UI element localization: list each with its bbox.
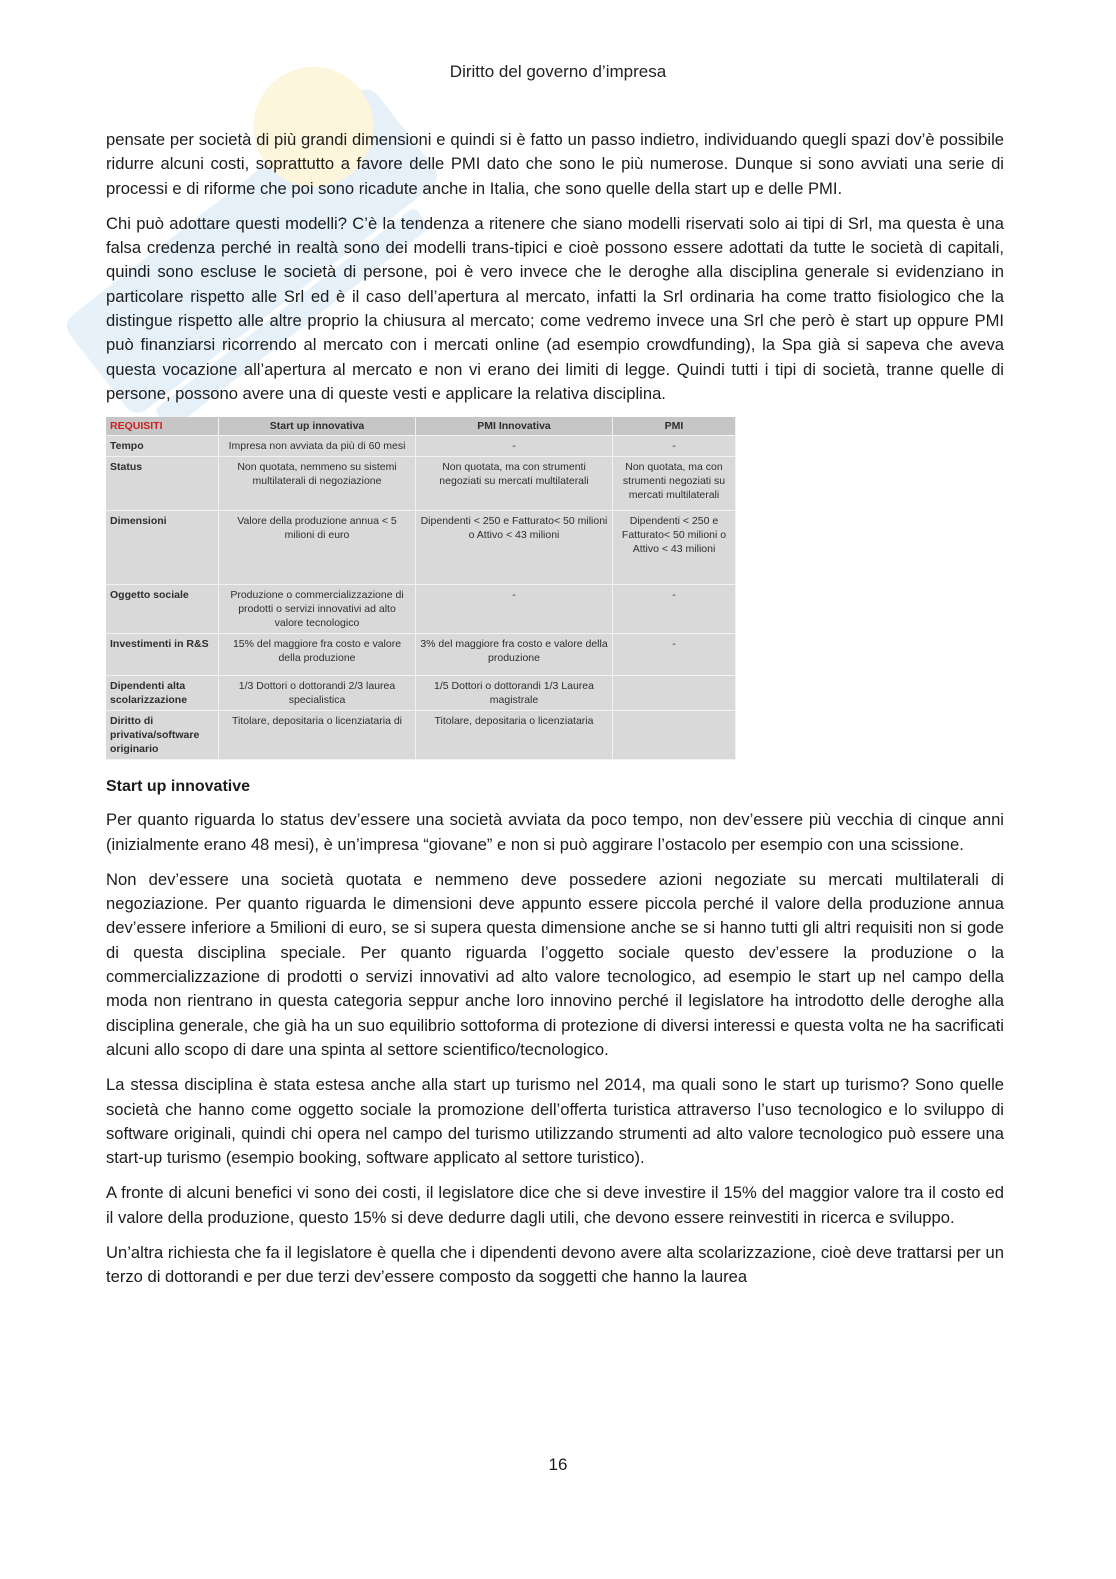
cell-pmi-innovativa: Titolare, depositaria o licenziataria xyxy=(416,711,613,760)
cell-startup: Produzione o commercializzazione di prodotti o servizi innovativi ad alto valore tecnologico xyxy=(219,585,416,634)
cell-pmi-innovativa: - xyxy=(416,585,613,634)
row-label: Dipendenti alta scolarizzazione xyxy=(106,676,219,711)
cell-pmi-innovativa: Dipendenti < 250 e Fatturato< 50 milioni o Attivo < 43 milioni xyxy=(416,511,613,585)
cell-pmi: - xyxy=(613,634,736,676)
cell-startup: Non quotata, nemmeno su sistemi multilaterali di negoziazione xyxy=(219,457,416,511)
cell-pmi xyxy=(613,676,736,711)
row-label: Tempo xyxy=(106,436,219,457)
body-paragraph: Per quanto riguarda lo status dev’essere una società avviata da poco tempo, non dev’essere più vecchia di cinque anni (inizialmente erano 48 mesi), è un’impresa “giovane” e non si può aggirare l’ostacolo per esempio con una scissione. xyxy=(106,810,1004,854)
body-paragraph: A fronte di alcuni benefici vi sono dei costi, il legislatore dice che si deve investire il 15% del maggior valore tra il costo ed il valore della produzione, questo 15% si deve dedurre dagli utili, che devono essere reinvestiti in ricerca e sviluppo. xyxy=(106,1183,1004,1227)
row-label: Status xyxy=(106,457,219,511)
table-row xyxy=(106,511,736,585)
column-header-startup: Start up innovativa xyxy=(219,417,416,436)
row-label: Dimensioni xyxy=(106,511,219,585)
cell-pmi xyxy=(613,711,736,760)
cell-startup: 15% del maggiore fra costo e valore della produzione xyxy=(219,634,416,676)
cell-pmi-innovativa: 3% del maggiore fra costo e valore della produzione xyxy=(416,634,613,676)
cell-pmi: Dipendenti < 250 e Fatturato< 50 milioni o Attivo < 43 milioni xyxy=(613,511,736,585)
intro-paragraph: Chi può adottare questi modelli? C’è la tendenza a ritenere che siano modelli riservati solo ai tipi di Srl, ma questa è una falsa credenza perché in realtà sono dei modelli trans-tipici e cioè possono essere adottati da tutte le società di capitali, quindi sono escluse le società di persone, poi è vero invece che le deroghe alla disciplina generale si evidenziano in particolare rispetto alle Srl ed è il caso dell’apertura al mercato, infatti la Srl ordinaria ha come tratto fisiologico che la distingue rispetto alle altre proprio la chiusura al mercato; come vedremo invece una Srl che però è start up oppure PMI può finanziarsi ricorrendo al mercato con i mercati online (ad esempio crowdfunding), la Spa già si sapeva che aveva questa vocazione all’apertura al mercato e non vi erano dei limiti di legge. Quindi tutti i tipi di società, tranne quelle di persone, possono avere una di queste vesti e applicare la relativa disciplina. xyxy=(106,213,1004,403)
cell-startup: Titolare, depositaria o licenziataria di xyxy=(219,711,416,760)
cell-pmi: Non quotata, ma con strumenti negoziati su mercati multilaterali xyxy=(613,457,736,511)
page-header-title: Diritto del governo d’impresa xyxy=(449,62,667,81)
body-paragraph: Un’altra richiesta che fa il legislatore è quella che i dipendenti devono avere alta scolarizzazione, cioè deve trattarsi per un terzo di dottorandi e per due terzi dev’essere composto da soggetti che hanno la laurea xyxy=(106,1243,1004,1287)
table-header-row xyxy=(106,417,736,436)
column-header-pmi: PMI xyxy=(613,417,736,436)
section-heading: Start up innovative xyxy=(106,778,251,796)
cell-startup: 1/3 Dottori o dottorandi 2/3 laurea specialistica xyxy=(219,676,416,711)
cell-startup: Valore della produzione annua < 5 milioni di euro xyxy=(219,511,416,585)
row-label: Oggetto sociale xyxy=(106,585,219,634)
column-header-pmi-innovativa: PMI Innovativa xyxy=(416,417,613,436)
table-row xyxy=(106,676,736,711)
body-paragraph: Non dev’essere una società quotata e nemmeno deve possedere azioni negoziate su mercati multilaterali di negoziazione. Per quanto riguarda le dimensioni deve appunto essere piccola perché il valore della produzione annua dev’essere inferiore a 5milioni di euro, se si supera questa dimensione anche se si hanno tutti gli altri requisiti non si gode di questa disciplina speciale. Per quanto riguarda l’oggetto sociale questo dev’essere la produzione o la commercializzazione di prodotti o servizi innovativi ad alto valore tecnologico, ad esempio le start up nel campo della moda non rientrano in questa categoria seppur anche loro innovino perché il legislatore ha introdotto delle deroghe alla disciplina generale, che già ha un suo equilibrio sottoforma di protezione di diversi interessi e questa volta ne ha sacrificati alcuni allo scopo di dare una spinta al settore scientifico/tecnologico. xyxy=(106,869,1004,1059)
page-number: 16 xyxy=(548,1455,568,1474)
table-row xyxy=(106,436,736,457)
cell-pmi-innovativa: - xyxy=(416,436,613,457)
cell-startup: Impresa non avviata da più di 60 mesi xyxy=(219,436,416,457)
cell-pmi-innovativa: Non quotata, ma con strumenti negoziati su mercati multilaterali xyxy=(416,457,613,511)
table-row xyxy=(106,711,736,760)
column-header-requisiti: REQUISITI xyxy=(106,417,219,436)
cell-pmi-innovativa: 1/5 Dottori o dottorandi 1/3 Laurea magistrale xyxy=(416,676,613,711)
table-row xyxy=(106,457,736,511)
document-body xyxy=(106,128,1004,1301)
cell-pmi: - xyxy=(613,436,736,457)
requirements-table xyxy=(106,417,736,760)
cell-pmi: - xyxy=(613,585,736,634)
body-paragraph: La stessa disciplina è stata estesa anche alla start up turismo nel 2014, ma quali sono le start up turismo? Sono quelle società che hanno come oggetto sociale la promozione dell’offerta turistica attraverso l’uso tecnologico e lo sviluppo di software originali, quindi chi opera nel campo del turismo utilizzando strumenti ad alto valore tecnologico può essere una start-up turismo (esempio booking, software applicato al settore turistico). xyxy=(106,1075,1004,1168)
row-label: Investimenti in R&S xyxy=(106,634,219,676)
table-row xyxy=(106,634,736,676)
intro-paragraph: pensate per società di più grandi dimensioni e quindi si è fatto un passo indietro, individuando quegli spazi dov’è possibile ridurre alcuni costi, soprattutto a favore delle PMI dato che sono le più numerose. Dunque si sono avviati una serie di processi e di riforme che poi sono ricadute anche in Italia, che sono quelle della start up e delle PMI. xyxy=(106,130,1004,198)
row-label: Diritto di privativa/software originario xyxy=(106,711,219,760)
table-row xyxy=(106,585,736,634)
